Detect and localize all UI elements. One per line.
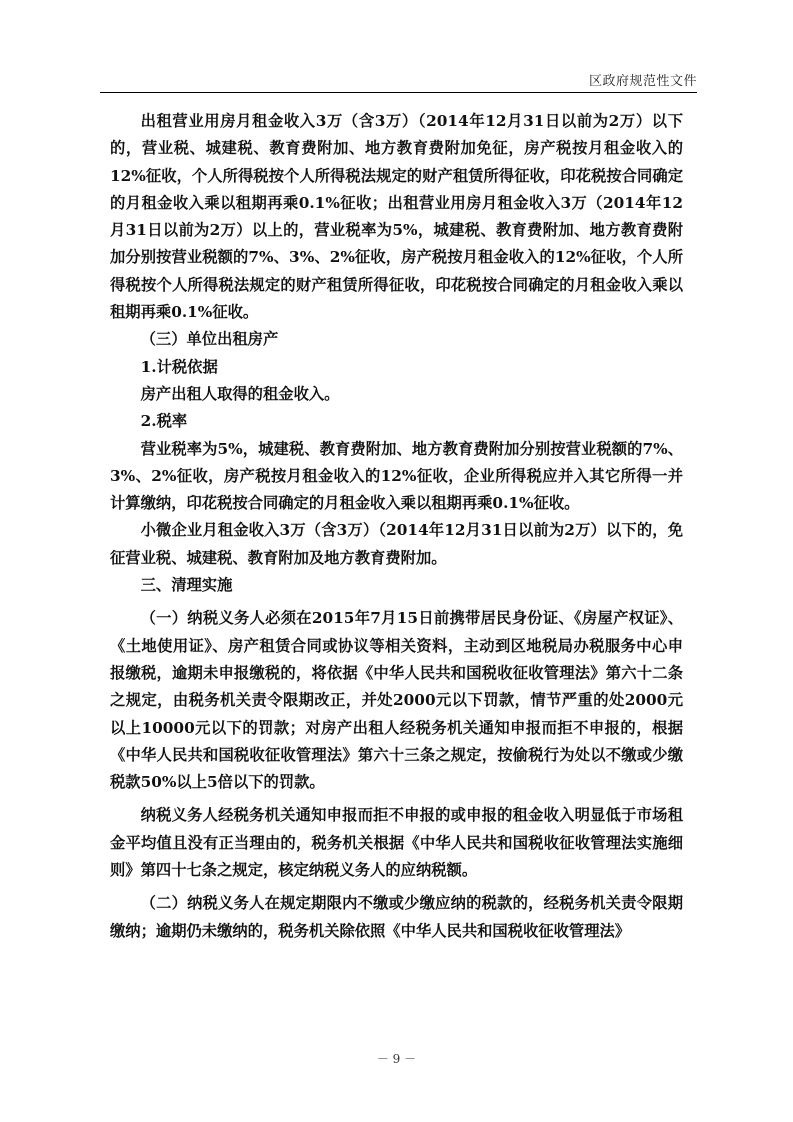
section-heading-implementation: 三、清理实施 [140, 576, 233, 595]
subheading-unit-rental: （三）单位出租房产 [140, 330, 279, 349]
paragraph-rental-tax-individual: 出租营业用房月租金收入3万（含3万）（2014年12月31日以前为2万）以下的，营业税、城建税、教育费附加、地方教育费附加免征，房产税按月租金收入的12%征收，个人所得税按个人所得税法规定的财产租赁所得征收，印花税按合同确定的月租金收入乘以租期再乘0.1%征收；出租营业用房月租金收入3万（2014年12月31日以前为2万）以上的，营业税率为5%，城建税、教育费附加、地方教育费附加分别按营业税额的7%、3%、2%征收，房产税按月租金收入的12%征收，个人所得税按个人所得税法规定的财产租赁所得征收，印花税按合同确定的月租金收入乘以租期再乘0.1%征收。 [110, 112, 683, 322]
paragraph-tax-rate: 营业税率为5%，城建税、教育费附加、地方教育费附加分别按营业税额的7%、3%、2%征收，房产税按月租金收入的12%征收，企业所得税应并入其它所得一并计算缴纳，印花税按合同确定的月租金收入乘以租期再乘0.1%征收。 [110, 439, 683, 513]
paragraph-small-enterprise: 小微企业月租金收入3万（含3万）（2014年12月31日以前为2万）以下的，免征营业税、城建税、教育附加及地方教育费附加。 [110, 521, 683, 567]
paragraph-assessment: 纳税义务人经税务机关通知申报而拒不申报的或申报的租金收入明显低于市场租金平均值且没有正当理由的，税务机关根据《中华人民共和国税收征收管理法实施细则》第四十七条之规定，核定纳税义务人的应纳税额。 [110, 806, 683, 880]
header-rule [100, 92, 697, 93]
paragraph-tax-basis: 房产出租人取得的租金收入。 [140, 384, 340, 403]
subheading-tax-basis: 1.计税依据 [140, 357, 218, 376]
document-body [110, 108, 683, 945]
page-number: － 9 － [376, 1052, 417, 1066]
paragraph-overdue-payment: （二）纳税义务人在规定期限内不缴或少缴应纳的税款的，经税务机关责令限期缴纳；逾期仍未缴纳的，税务机关除依照《中华人民共和国税收征收管理法》 [110, 894, 683, 940]
paragraph-declaration-deadline: （一）纳税义务人必须在2015年7月15日前携带居民身份证、《房屋产权证》、《土地使用证》、房产租赁合同或协议等相关资料，主动到区地税局办税服务中心申报缴税，逾期未申报缴税的，将依据《中华人民共和国税收征收管理法》第六十二条之规定，由税务机关责令限期改正，并处2000元以下罚款，情节严重的处2000元以上10000元以下的罚款；对房产出租人经税务机关通知申报而拒不申报的，根据《中华人民共和国税收征收管理法》第六十三条之规定，按偷税行为处以不缴或少缴税款50%以上5倍以下的罚款。 [110, 609, 683, 792]
document-header-label: 区政府规范性文件 [588, 74, 697, 89]
subheading-tax-rate: 2.税率 [140, 412, 188, 431]
